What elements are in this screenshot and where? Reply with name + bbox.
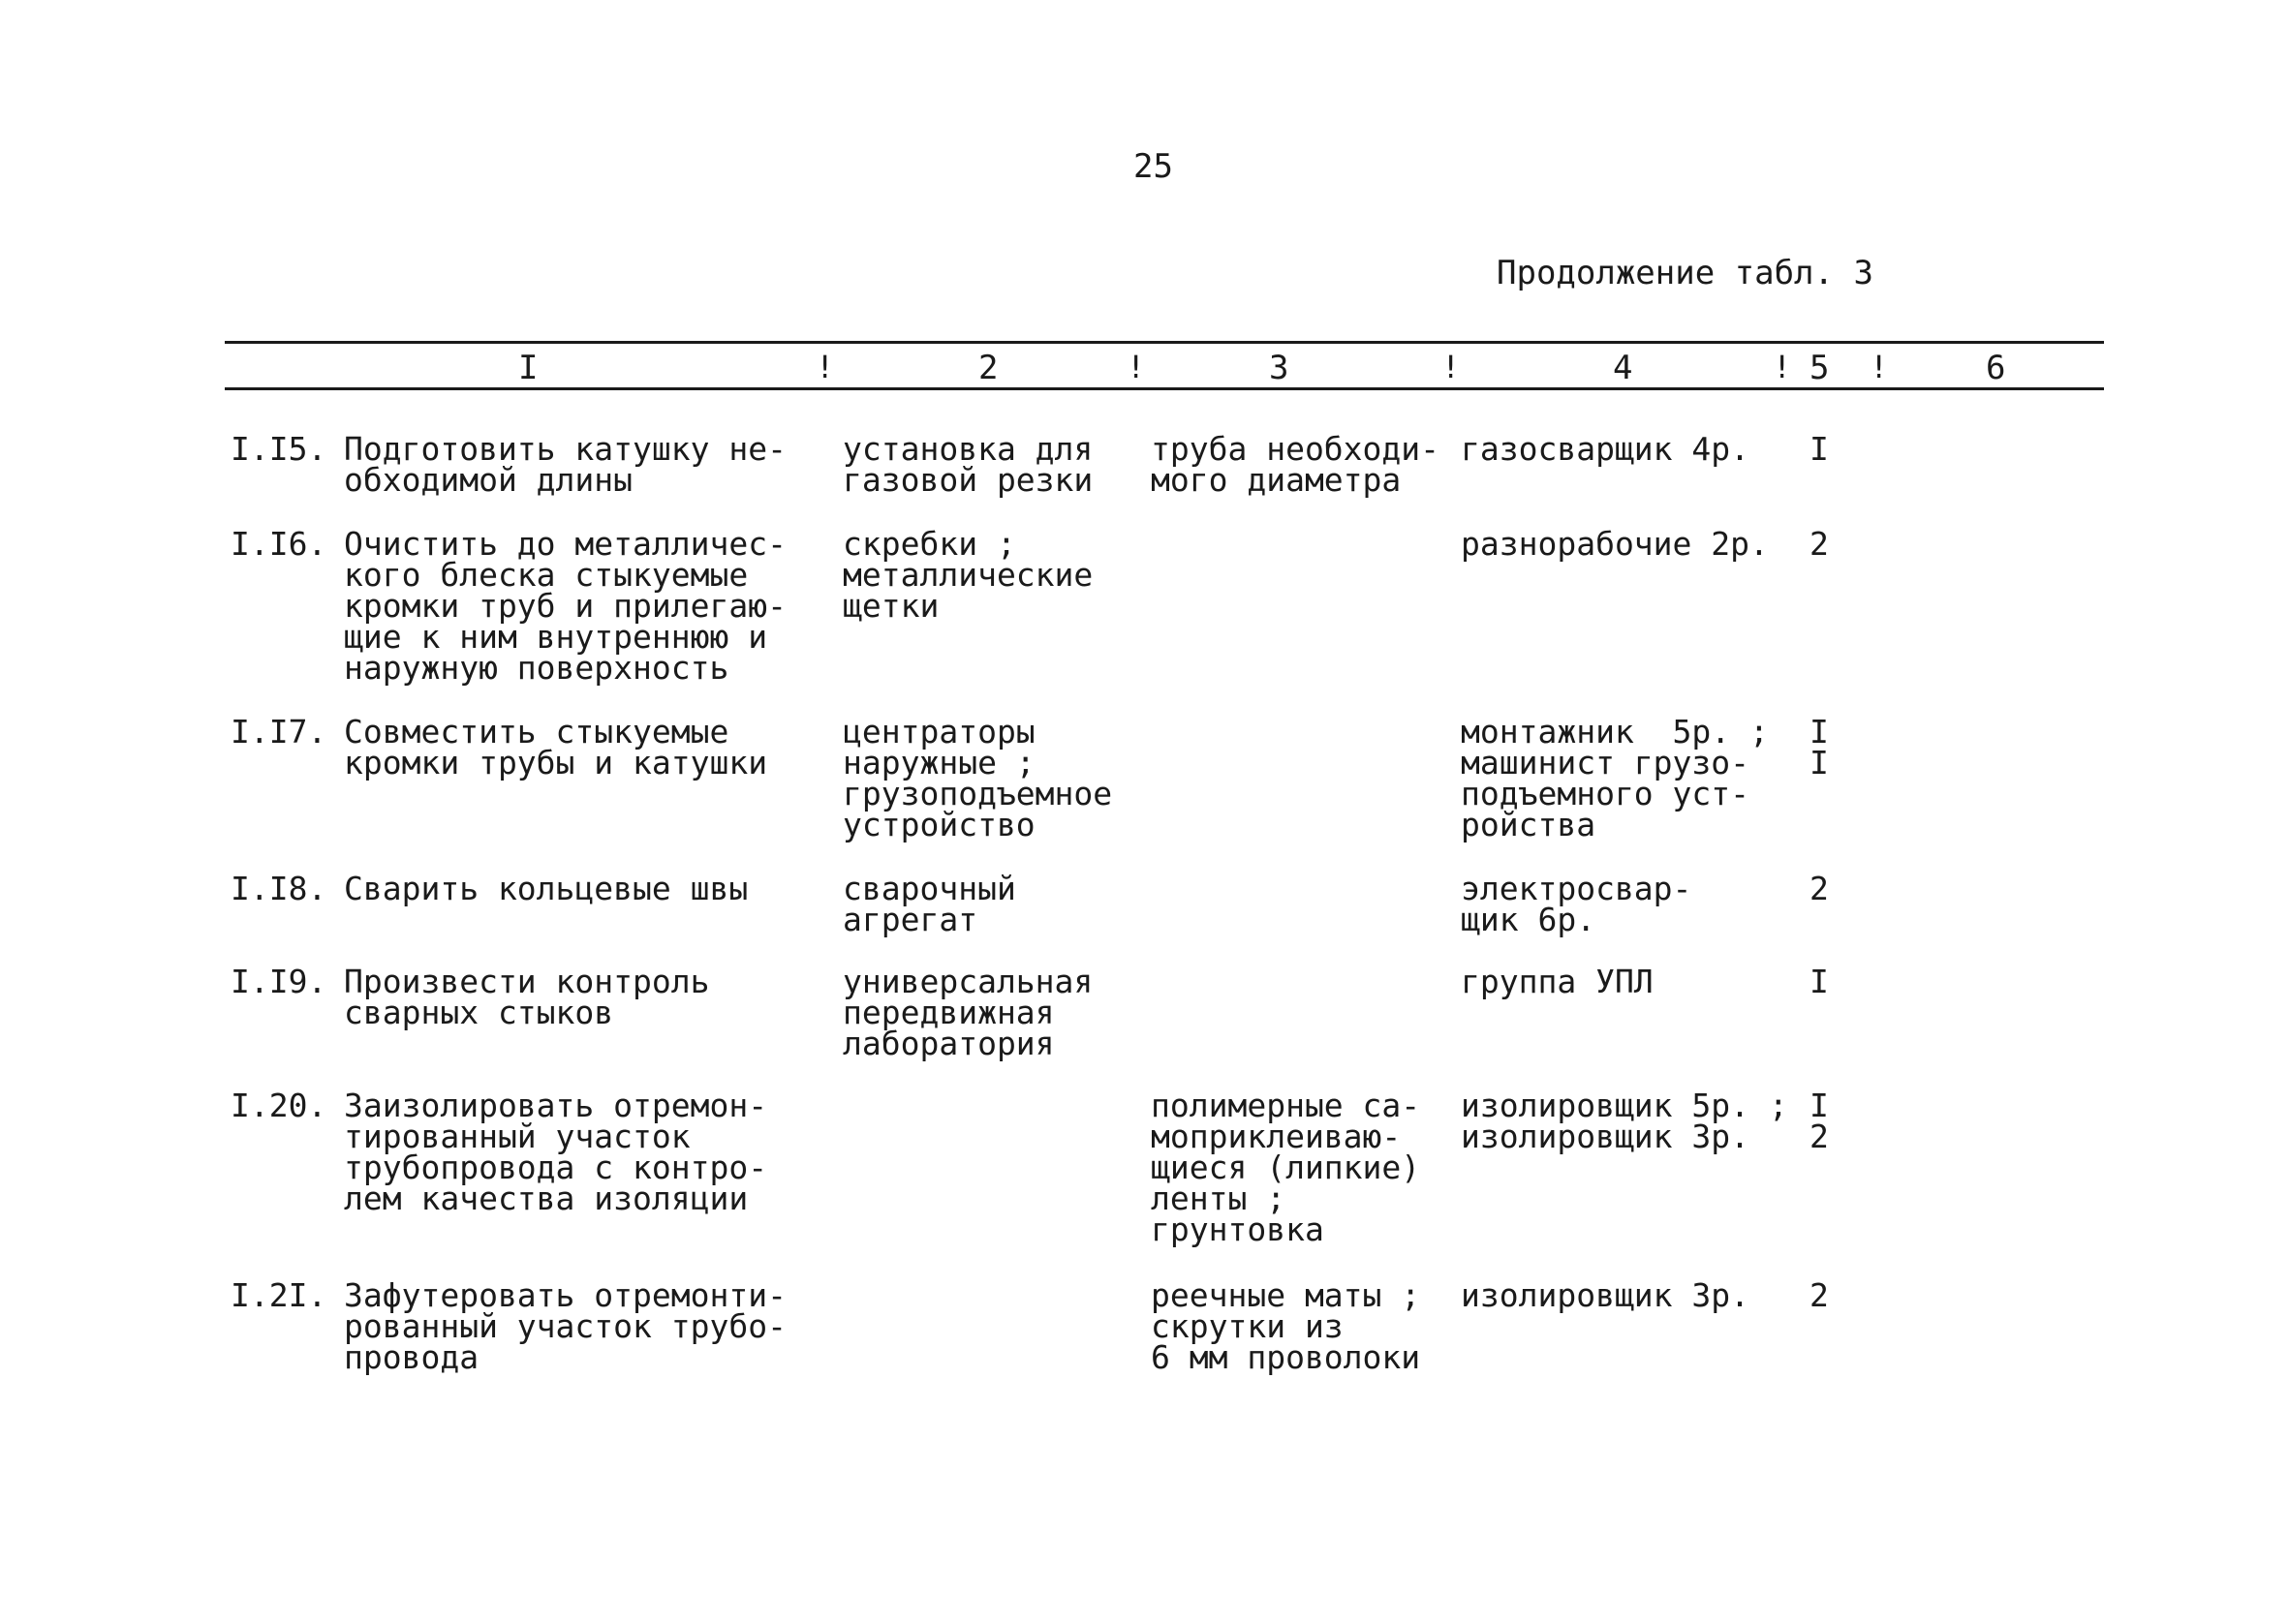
row-count: I 2: [1810, 1087, 1829, 1155]
column-header-3: 3: [1269, 349, 1289, 387]
row-action: Зафутеровать отремонти- рованный участок трубо- провода: [344, 1276, 787, 1376]
table-header-top-rule: [225, 341, 2104, 344]
row-equipment: скребки ; металлические щетки: [843, 525, 1094, 625]
column-header-4: 4: [1613, 349, 1633, 387]
row-action: Совместить стыкуемые кромки трубы и катушки: [344, 713, 768, 781]
row-materials: полимерные са- моприклеиваю- щиеся (липкие) ленты ; грунтовка: [1151, 1087, 1421, 1248]
row-workers: монтажник 5р. ; машинист грузо- подъемного уст- ройства: [1461, 713, 1769, 843]
row-count: 2: [1810, 525, 1829, 563]
row-materials: реечные маты ; скрутки из 6 мм проволоки: [1151, 1276, 1421, 1376]
row-number: I.20.: [231, 1087, 327, 1124]
row-equipment: универсальная передвижная лаборатория: [843, 963, 1094, 1062]
page-number: 25: [1133, 147, 1173, 186]
row-number: I.I7.: [231, 713, 327, 751]
row-equipment: установка для газовой резки: [843, 430, 1094, 499]
row-action: Сварить кольцевые швы: [344, 870, 749, 907]
row-action: Очистить до металличес- кого блеска стыкуемые кромки труб и прилегаю- щие к ним внутреннюю и наружную поверхность: [344, 525, 787, 687]
table-header-bottom-rule: [225, 387, 2104, 390]
row-workers: изолировщик 3р.: [1461, 1276, 1750, 1314]
row-number: I.I5.: [231, 430, 327, 468]
row-action: Подготовить катушку не- обходимой длины: [344, 430, 787, 499]
column-header-5: 5: [1810, 349, 1830, 387]
column-separator: !: [816, 349, 835, 385]
row-equipment: центраторы наружные ; грузоподъемное устройство: [843, 713, 1113, 843]
row-workers: газосварщик 4р.: [1461, 430, 1750, 468]
row-action: Заизолировать отремон- тированный участок трубопровода с контро- лем качества изоляции: [344, 1087, 768, 1217]
column-header-6: 6: [1986, 349, 2006, 387]
column-separator: !: [1127, 349, 1146, 385]
column-header-2: 2: [978, 349, 999, 387]
row-workers: разнорабочие 2р.: [1461, 525, 1769, 563]
row-count: I: [1810, 430, 1829, 468]
table-header: [0, 349, 2289, 387]
row-workers: изолировщик 5р. ; изолировщик 3р.: [1461, 1087, 1788, 1155]
row-count: 2: [1810, 1276, 1829, 1314]
row-count: I: [1810, 963, 1829, 1000]
row-workers: электросвар- щик 6р.: [1461, 870, 1692, 938]
column-separator: !: [1870, 349, 1889, 385]
row-equipment: сварочный агрегат: [843, 870, 1016, 938]
row-number: I.I9.: [231, 963, 327, 1000]
row-materials: труба необходи- мого диаметра: [1151, 430, 1440, 499]
row-count: I I: [1810, 713, 1829, 781]
column-separator: !: [1441, 349, 1461, 385]
row-action: Произвести контроль сварных стыков: [344, 963, 710, 1031]
row-number: I.I8.: [231, 870, 327, 907]
row-count: 2: [1810, 870, 1829, 907]
column-header-1: I: [518, 349, 539, 387]
table-continuation-label: Продолжение табл. 3: [1497, 254, 1873, 292]
row-workers: группа УПЛ: [1461, 963, 1654, 1000]
row-number: I.I6.: [231, 525, 327, 563]
row-number: I.2I.: [231, 1276, 327, 1314]
column-separator: !: [1773, 349, 1792, 385]
